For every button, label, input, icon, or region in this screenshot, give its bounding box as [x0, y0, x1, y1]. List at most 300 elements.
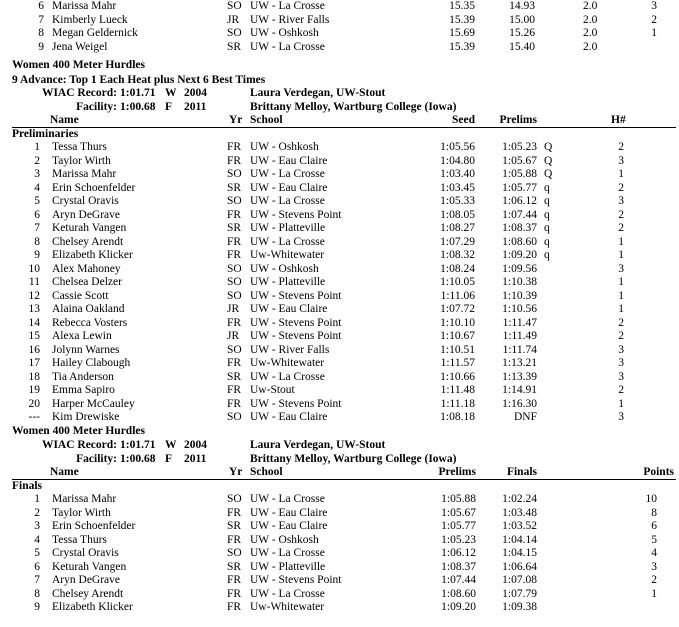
final-time: 1:04.15: [502, 547, 537, 559]
year: FR: [227, 397, 242, 410]
year: SO: [227, 195, 242, 207]
advance-rule: [0, 74, 679, 88]
year: SO: [227, 493, 242, 505]
school: UW - River Falls: [250, 13, 330, 26]
school: Uw-Whitewater: [250, 249, 325, 261]
school: UW - Oshkosh: [250, 533, 319, 546]
athlete-name: Chelsey Arendt: [52, 235, 124, 248]
school: UW - Eau Claire: [250, 411, 328, 423]
result-row: [0, 303, 679, 317]
heat: 2: [618, 384, 624, 396]
seed-time: 1:10.05: [440, 276, 475, 288]
final-time: 1:02.24: [502, 493, 537, 505]
prelim-time: 1:14.91: [502, 384, 537, 396]
athlete-name: Emma Sapiro: [52, 384, 115, 396]
record-holder: Laura Verdegan, UW-Stout: [250, 439, 386, 451]
place: 4: [34, 533, 40, 546]
wind: 2.0: [583, 27, 598, 39]
result-row: [0, 249, 679, 263]
place: 9: [34, 601, 40, 613]
result-row: [0, 155, 679, 169]
heat: 2: [651, 13, 657, 26]
record-label: WIAC Record:: [41, 439, 117, 451]
result-row: [0, 344, 679, 358]
prelim-time: 1:13.39: [502, 370, 537, 383]
athlete-name: Aryn DeGrave: [52, 208, 121, 221]
athlete-name: Alaina Oakland: [52, 303, 125, 315]
final-time: 1:07.08: [502, 574, 537, 586]
qualifier-mark: q: [544, 181, 550, 194]
athlete-name: Erin Schoenfelder: [52, 181, 136, 194]
result-row: [0, 357, 679, 371]
seed-time: 15.69: [449, 27, 475, 39]
seed-time: 1:11.06: [440, 289, 475, 302]
athlete-name: Jena Weigel: [52, 40, 108, 53]
column-headers: [0, 466, 679, 480]
record-type: W: [165, 87, 177, 99]
school: UW - Stevens Point: [250, 574, 342, 586]
year: FR: [227, 506, 242, 519]
seed-time: 1:08.24: [440, 262, 475, 275]
seed-time: 1:05.33: [440, 195, 475, 207]
points: 5: [651, 533, 657, 546]
school: UW - La Crosse: [250, 370, 325, 383]
athlete-name: Taylor Wirth: [52, 154, 111, 167]
section-label: [0, 480, 679, 494]
place: 9: [34, 249, 40, 261]
heat: 1: [618, 168, 624, 180]
result-row: [0, 317, 679, 331]
school: UW - Oshkosh: [250, 262, 319, 275]
seed-time: 1:07.29: [440, 235, 475, 248]
year: JR: [227, 303, 240, 315]
year: SR: [227, 222, 242, 234]
year: SR: [227, 560, 242, 573]
seed-time: 1:11.57: [440, 357, 475, 369]
place: 8: [38, 27, 44, 39]
qualifier-mark: q: [544, 195, 550, 207]
record-line: [0, 87, 679, 101]
year: SR: [227, 40, 242, 53]
school: UW - La Crosse: [250, 587, 325, 600]
prelim-time: 1:10.39: [502, 289, 537, 302]
record-holder: Brittany Melloy, Wartburg College (Iowa): [250, 452, 457, 465]
year: SO: [227, 0, 242, 12]
school: UW - Eau Claire: [250, 181, 328, 194]
athlete-name: Harper McCauley: [52, 397, 135, 410]
school: UW - Platteville: [250, 276, 326, 288]
athlete-name: Kimberly Lueck: [52, 13, 128, 26]
section-label-text: Finals: [12, 479, 43, 492]
school: UW - Eau Claire: [250, 154, 328, 167]
result-time: 14.93: [509, 0, 535, 12]
athlete-name: Tessa Thurs: [52, 141, 107, 153]
place: 20: [28, 397, 40, 410]
seed-time: 1:03.40: [440, 168, 475, 180]
place: ---: [28, 411, 40, 423]
athlete-name: Kim Drewiske: [52, 411, 120, 423]
year: SO: [227, 343, 242, 356]
points: 8: [651, 506, 657, 519]
place: 3: [34, 168, 40, 180]
prelim-time: 1:05.77: [502, 181, 537, 194]
result-time: 15.26: [509, 27, 535, 39]
school: UW - Stevens Point: [250, 316, 342, 329]
year: FR: [227, 533, 242, 546]
heat: 3: [618, 357, 624, 369]
record-type: F: [165, 452, 173, 465]
result-row: [0, 27, 679, 41]
school: UW - La Crosse: [250, 168, 325, 180]
year: SR: [227, 520, 242, 532]
year: FR: [227, 574, 242, 586]
prelim-time: 1:08.60: [441, 587, 476, 600]
prelim-time: 1:11.74: [502, 343, 537, 356]
result-row: [0, 574, 679, 588]
place: 10: [28, 262, 40, 275]
school: UW - Stevens Point: [250, 289, 342, 302]
place: 5: [34, 195, 40, 207]
place: 14: [28, 316, 40, 329]
record-type: F: [165, 100, 173, 113]
seed-time: 1:10.67: [440, 330, 475, 342]
school: UW - Oshkosh: [250, 27, 319, 39]
result-row: [0, 236, 679, 250]
heat: 2: [618, 222, 624, 234]
prelim-time: 1:05.23: [441, 533, 476, 546]
record-line: [0, 101, 679, 115]
place: 8: [34, 235, 40, 248]
seed-time: 15.39: [449, 40, 475, 53]
school: Uw-Whitewater: [250, 357, 325, 369]
athlete-name: Tessa Thurs: [52, 533, 107, 546]
year: SO: [227, 276, 242, 288]
prelim-time: 1:08.37: [441, 560, 476, 573]
result-row: [0, 14, 679, 28]
athlete-name: Megan Geldernick: [52, 27, 138, 39]
seed-time: 1:04.80: [440, 154, 475, 167]
school: UW - Eau Claire: [250, 303, 328, 315]
qualifier-mark: q: [544, 249, 550, 261]
prelim-time: 1:06.12: [441, 547, 476, 559]
year: SO: [227, 168, 242, 180]
section-label-text: Preliminaries: [12, 127, 79, 140]
year: FR: [227, 316, 242, 329]
year: FR: [227, 587, 242, 600]
heat: 1: [618, 276, 624, 288]
athlete-name: Tia Anderson: [52, 370, 114, 383]
athlete-name: Taylor Wirth: [52, 506, 111, 519]
year: JR: [227, 330, 240, 342]
school: UW - La Crosse: [250, 547, 325, 559]
heat: 3: [651, 0, 657, 12]
header-prelims: Prelims: [438, 466, 476, 478]
athlete-name: Chelsey Arendt: [52, 587, 124, 600]
final-time: 1:09.38: [502, 601, 537, 613]
wind: 2.0: [583, 13, 598, 26]
place: 3: [34, 520, 40, 532]
prelim-time: 1:08.37: [502, 222, 537, 234]
result-row: [0, 493, 679, 507]
year: FR: [227, 141, 242, 153]
record-year: 2004: [184, 439, 207, 451]
athlete-name: Elizabeth Klicker: [52, 601, 133, 613]
result-row: [0, 141, 679, 155]
header-school: School: [250, 114, 283, 126]
school: UW - La Crosse: [250, 40, 325, 53]
result-row: [0, 290, 679, 304]
points: 10: [645, 493, 657, 505]
final-time: 1:03.48: [502, 506, 537, 519]
school: UW - Platteville: [250, 222, 326, 234]
athlete-name: Marissa Mahr: [52, 493, 117, 505]
final-time: 1:07.79: [502, 587, 537, 600]
result-row: [0, 330, 679, 344]
header-school: School: [250, 466, 283, 478]
wind: 2.0: [583, 40, 598, 53]
year: SO: [227, 262, 242, 275]
heat: 3: [618, 343, 624, 356]
event-title: [0, 425, 679, 439]
record-label: Facility:: [76, 100, 117, 113]
result-row: [0, 411, 679, 425]
qualifier-mark: q: [544, 222, 550, 234]
record-time: 1:01.71: [120, 439, 156, 451]
result-row: [0, 182, 679, 196]
heat: 2: [618, 330, 624, 342]
result-row: [0, 276, 679, 290]
record-time: 1:00.68: [120, 452, 156, 465]
place: 1: [34, 493, 40, 505]
wind: 2.0: [583, 0, 598, 12]
athlete-name: Jolynn Warnes: [52, 343, 120, 356]
athlete-name: Rebecca Vosters: [52, 316, 128, 329]
final-time: 1:03.52: [502, 520, 537, 532]
record-holder: Laura Verdegan, UW-Stout: [250, 87, 386, 99]
seed-time: 1:10.10: [440, 316, 475, 329]
place: 18: [28, 370, 40, 383]
seed-time: 1:10.51: [440, 343, 475, 356]
record-time: 1:00.68: [120, 100, 156, 113]
year: SO: [227, 411, 242, 423]
record-time: 1:01.71: [120, 87, 156, 99]
header-heat: H#: [611, 114, 626, 126]
seed-time: 15.35: [449, 0, 475, 12]
header-finals: Finals: [506, 466, 537, 478]
qualifier-mark: Q: [544, 154, 553, 167]
place: 6: [38, 0, 44, 12]
record-year: 2011: [184, 452, 207, 465]
place: 5: [34, 547, 40, 559]
place: 16: [28, 343, 40, 356]
prelim-time: 1:09.20: [441, 601, 476, 613]
header-name: Name: [50, 114, 79, 126]
header-yr: Yr: [229, 466, 243, 478]
seed-time: 15.39: [449, 13, 475, 26]
prelim-time: 1:05.88: [441, 493, 476, 505]
heat: 3: [618, 411, 624, 423]
place: 2: [34, 154, 40, 167]
record-line: [0, 453, 679, 467]
heat: 2: [618, 181, 624, 194]
result-row: [0, 371, 679, 385]
athlete-name: Erin Schoenfelder: [52, 520, 136, 532]
place: 8: [34, 587, 40, 600]
school: UW - Stevens Point: [250, 208, 342, 221]
seed-time: 1:11.18: [440, 397, 475, 410]
points: 1: [651, 587, 657, 600]
athlete-name: Hailey Clabough: [52, 357, 131, 369]
school: UW - La Crosse: [250, 493, 325, 505]
year: FR: [227, 208, 242, 221]
qualifier-mark: q: [544, 208, 550, 221]
result-row: [0, 384, 679, 398]
school: UW - Eau Claire: [250, 506, 328, 519]
heat: 1: [618, 289, 624, 302]
prelim-time: 1:09.20: [502, 249, 537, 261]
points: 2: [651, 574, 657, 586]
place: 2: [34, 506, 40, 519]
place: 12: [28, 289, 40, 302]
record-holder: Brittany Melloy, Wartburg College (Iowa): [250, 100, 457, 113]
year: SO: [227, 27, 242, 39]
place: 17: [28, 357, 40, 369]
heat: 1: [651, 27, 657, 39]
prelim-time: 1:11.49: [502, 330, 537, 342]
qualifier-mark: Q: [544, 168, 553, 180]
header-name: Name: [50, 466, 79, 478]
heat: 3: [618, 154, 624, 167]
school: UW - La Crosse: [250, 235, 325, 248]
prelim-time: DNF: [513, 411, 537, 423]
year: SO: [227, 547, 242, 559]
heat: 2: [618, 208, 624, 221]
advance-rule-text: 9 Advance: Top 1 Each Heat plus Next 6 Best Times: [12, 73, 266, 86]
seed-time: 1:08.27: [440, 222, 475, 234]
qualifier-mark: q: [544, 235, 550, 248]
header-points: Points: [643, 466, 674, 478]
year: SR: [227, 370, 242, 383]
place: 7: [34, 222, 40, 234]
record-year: 2004: [184, 87, 207, 99]
heat: 1: [618, 235, 624, 248]
qualifier-mark: Q: [544, 141, 553, 153]
school: Uw-Stout: [250, 384, 295, 396]
heat: 3: [618, 195, 624, 207]
prelim-time: 1:16.30: [502, 397, 537, 410]
prelim-time: 1:09.56: [502, 262, 537, 275]
seed-time: 1:05.56: [440, 141, 475, 153]
column-headers: [0, 114, 679, 128]
header-yr: Yr: [229, 114, 243, 126]
seed-time: 1:08.18: [440, 411, 475, 423]
heat: 1: [618, 397, 624, 410]
points: 4: [651, 547, 657, 559]
year: FR: [227, 357, 242, 369]
place: 6: [34, 560, 40, 573]
prelim-time: 1:08.60: [502, 235, 537, 248]
result-row: [0, 547, 679, 561]
place: 9: [38, 40, 44, 53]
athlete-name: Elizabeth Klicker: [52, 249, 133, 261]
athlete-name: Keturah Vangen: [52, 560, 127, 573]
prelim-time: 1:10.56: [502, 303, 537, 315]
heat: 3: [618, 370, 624, 383]
place: 13: [28, 303, 40, 315]
place: 7: [38, 13, 44, 26]
result-row: [0, 209, 679, 223]
school: UW - La Crosse: [250, 195, 325, 207]
points: 3: [651, 560, 657, 573]
event-title-text: Women 400 Meter Hurdles: [12, 424, 145, 437]
heat: 3: [618, 262, 624, 275]
result-row: [0, 195, 679, 209]
prelim-time: 1:05.67: [502, 154, 537, 167]
prelim-time: 1:07.44: [502, 208, 537, 221]
heat: 1: [618, 303, 624, 315]
result-row: [0, 168, 679, 182]
place: 11: [28, 276, 40, 288]
record-year: 2011: [184, 100, 207, 113]
prelim-time: 1:11.47: [502, 316, 537, 329]
athlete-name: Aryn DeGrave: [52, 574, 121, 586]
athlete-name: Alex Mahoney: [52, 262, 121, 275]
result-row: [0, 398, 679, 412]
school: UW - Stevens Point: [250, 330, 342, 342]
prelim-time: 1:05.67: [441, 506, 476, 519]
seed-time: 1:03.45: [440, 181, 475, 194]
place: 15: [28, 330, 40, 342]
seed-time: 1:10.66: [440, 370, 475, 383]
place: 7: [34, 574, 40, 586]
place: 6: [34, 208, 40, 221]
athlete-name: Marissa Mahr: [52, 0, 117, 12]
heat: 1: [618, 249, 624, 261]
school: UW - Stevens Point: [250, 397, 342, 410]
record-label: WIAC Record:: [41, 87, 117, 99]
year: FR: [227, 384, 242, 396]
result-row: [0, 263, 679, 277]
prelim-time: 1:05.88: [502, 168, 537, 180]
result-row: [0, 41, 679, 55]
event-title-text: Women 400 Meter Hurdles: [12, 59, 145, 71]
seed-time: 1:08.32: [440, 249, 475, 261]
result-row: [0, 601, 679, 615]
result-time: 15.40: [509, 40, 535, 53]
athlete-name: Crystal Oravis: [52, 547, 119, 559]
seed-time: 1:07.72: [440, 303, 475, 315]
athlete-name: Cassie Scott: [52, 289, 109, 302]
result-row: [0, 561, 679, 575]
athlete-name: Marissa Mahr: [52, 168, 117, 180]
section-label: [0, 128, 679, 142]
result-row: [0, 0, 679, 14]
year: JR: [227, 13, 240, 26]
final-time: 1:04.14: [502, 533, 537, 546]
athlete-name: Keturah Vangen: [52, 222, 127, 234]
year: SO: [227, 289, 242, 302]
points: 6: [651, 520, 657, 532]
year: SR: [227, 181, 242, 194]
school: UW - Platteville: [250, 560, 326, 573]
school: UW - Oshkosh: [250, 141, 319, 153]
header-seed: Seed: [452, 114, 475, 126]
prelim-time: 1:07.44: [441, 574, 476, 586]
prelim-time: 1:13.21: [502, 357, 537, 369]
place: 19: [28, 384, 40, 396]
school: UW - River Falls: [250, 343, 330, 356]
record-label: Facility:: [76, 452, 117, 465]
